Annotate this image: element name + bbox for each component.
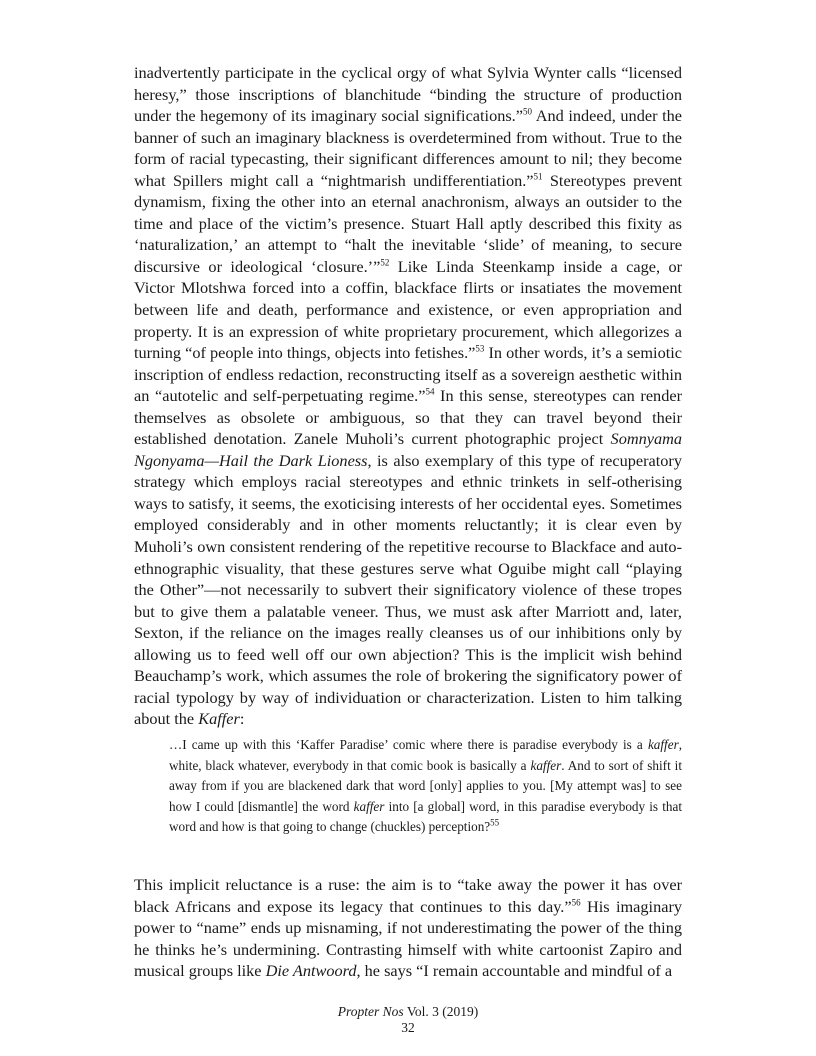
footnote-ref-55[interactable]: 55	[490, 817, 500, 828]
text-run: inadvertently participate in the cyclical orgy of what Sylvia Wynter calls “licensed heresy,” those inscriptions of blanchitude “binding the structure of production under the hegemony of its imaginary social significations.”	[134, 63, 682, 126]
text-run: …I came up with this ‘Kaffer Paradise’ comic where there is paradise everybody is a	[169, 737, 648, 752]
text-run: In other words, it’s a semiotic inscription of endless redaction, reconstructing itself as a sovereign aesthetic within an “autotelic and self-perpetuating regime.”	[134, 343, 682, 406]
journal-title: Propter Nos	[337, 1004, 404, 1019]
body-paragraph-1	[134, 62, 682, 730]
text-run: His imaginary power to “name” ends up misnaming, if not underestimating the power of the thing he thinks he’s undermining. Contrasting himself with white cartoonist Zapiro and musical groups like	[134, 896, 683, 981]
text-run: . And to sort of shift it away from if you are blackened dark that word [only] applies to you. [My attempt was] to see how I could [dismantle] the word	[169, 757, 683, 814]
italic-term: kaffer	[530, 757, 562, 773]
text-run: This implicit reluctance is a ruse: the aim is to “take away the power it has over black Africans and expose its legacy that continues to this day.”	[134, 875, 682, 916]
footnote-ref-53[interactable]: 53	[475, 343, 485, 354]
text-run: Like Linda Steenkamp inside a cage, or Victor Mlotshwa forced into a coffin, blackface flirts or insatiates the movement between life and death, performance and existence, or even appropriation and property. It is an expression of white proprietary procurement, which allegorizes a turning “of people into things, objects into fetishes.”	[134, 256, 683, 363]
footnote-ref-50[interactable]: 50	[522, 106, 532, 117]
text-run: into [a global] word, in this paradise everybody is that word and how is that going to change (chuckles) perception?	[169, 798, 682, 834]
footnote-ref-54[interactable]: 54	[425, 386, 435, 397]
footnote-ref-51[interactable]: 51	[533, 171, 543, 182]
italic-term: Kaffer	[198, 709, 240, 729]
running-footer	[0, 1004, 816, 1020]
footnote-ref-52[interactable]: 52	[380, 257, 390, 268]
journal-volume: Vol. 3 (2019)	[403, 1004, 479, 1019]
footnote-ref-56[interactable]: 56	[571, 897, 581, 908]
text-run: , is also exemplary of this type of recuperatory strategy which employs racial stereotypes and ethnic trinkets in self-otherising ways to satisfy, it seems, the exoticising interests of her occidental eyes. Sometimes employed considerably and in other moments reluctantly; it is clear even by Muholi’s own consistent rendering of the repetitive recourse to Blackface and auto-ethnographic visuality, that these gestures serve what Oguibe might call “playing the Other”—not necessarily to subvert their significatory violence of these tropes but to give them a palatable veneer. Thus, we must ask after Marriott and, later, Sexton, if the reliance on the images really cleanses us of our inhibitions only by allowing us to feed well off our own abjection? This is the implicit wish behind Beauchamp’s work, which assumes the role of brokering the significatory power of racial typology by way of individuation or characterization. Listen to him talking about the	[134, 450, 682, 729]
italic-title: Die Antwoord	[265, 961, 357, 981]
text-run: Stereotypes prevent dynamism, fixing the other into an eternal anachronism, always an outsider to the time and place of the victim’s presence. Stuart Hall aptly described this fixity as ‘naturalization,’ an attempt to “halt the inevitable ‘slide’ of meaning, to secure discursive or ideological ‘closure.’”	[134, 170, 682, 276]
page-number: 32	[401, 1020, 415, 1035]
body-paragraph-2	[134, 874, 682, 982]
block-quote	[169, 735, 682, 838]
text-run: And indeed, under the banner of such an imaginary blackness is overdetermined from without. True to the form of racial typecasting, their significant differences amount to nil; they become what Spillers might call a “nightmarish undifferentiation.”	[134, 106, 682, 190]
italic-term: kaffer	[647, 737, 679, 752]
text-run: In this sense, stereotypes can render themselves as obsolete or ambiguous, so that they can travel beyond their established denotation. Zanele Muholi’s current photographic project	[134, 386, 682, 449]
text-run: :	[239, 709, 245, 729]
text-run: , he says “I remain accountable and mindful of a	[356, 961, 673, 981]
italic-term: kaffer	[353, 798, 385, 814]
italic-title: Somnyama Ngonyama—Hail the Dark Lioness	[134, 429, 682, 470]
text-run: , white, black whatever, everybody in that comic book is basically a	[169, 737, 682, 773]
